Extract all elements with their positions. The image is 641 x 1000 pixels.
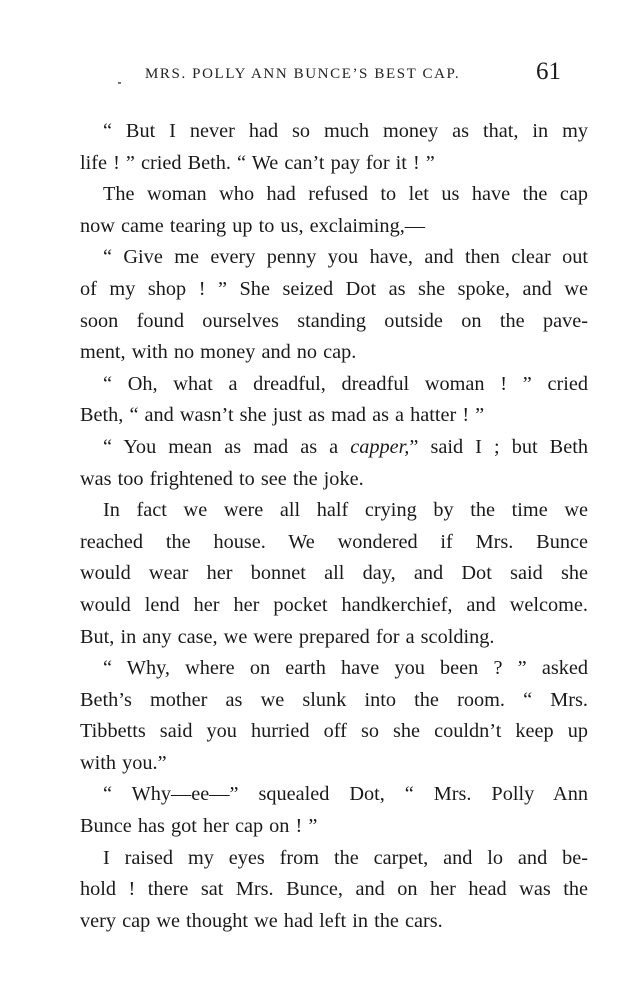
text-line: “ Oh, what a dreadful, dreadful woman ! ” cried	[103, 372, 588, 395]
text-segment: “ You mean as mad as a	[103, 435, 351, 458]
text-line: “ But I never had so much money as that, in my	[103, 120, 588, 142]
text-line: life ! ” cried Beth. “ We can’t pay for it ! ”	[80, 151, 435, 174]
text-line: Beth’s mother as we slunk into the room. “ Mrs.	[80, 688, 588, 711]
page-number: 61	[536, 58, 561, 85]
text-line: Tibbetts said you hurried off so she couldn’t keep up	[80, 720, 588, 743]
text-line: In fact we were all half crying by the time we	[103, 499, 588, 522]
ink-speck	[118, 82, 121, 84]
text-line: Bunce has got her cap on ! ”	[80, 815, 318, 838]
text-segment: ” said I ; but Beth	[409, 435, 588, 458]
text-line	[80, 432, 588, 464]
text-line: “ Give me every penny you have, and then clear out	[103, 246, 588, 269]
text-line: would lend her her pocket handkerchief, and welcome.	[80, 593, 588, 616]
text-line: with you.”	[80, 751, 167, 774]
body-text	[80, 116, 588, 937]
text-line: “ Why, where on earth have you been ? ” asked	[103, 657, 588, 680]
text-line: very cap we thought we had left in the cars.	[80, 909, 443, 932]
italic-word: capper,	[350, 435, 410, 458]
text-line: I raised my eyes from the carpet, and lo and be-	[103, 846, 588, 869]
text-line: “ Why—ee—” squealed Dot, “ Mrs. Polly Ann	[103, 783, 588, 806]
running-title: MRS. POLLY ANN BUNCE’S BEST CAP.	[145, 66, 461, 82]
text-line: Beth, “ and wasn’t she just as mad as a hatter ! ”	[80, 404, 485, 427]
text-line: But, in any case, we were prepared for a scolding.	[80, 625, 495, 648]
text-line: hold ! there sat Mrs. Bunce, and on her head was the	[80, 878, 588, 901]
text-line: The woman who had refused to let us have the cap	[103, 183, 588, 206]
text-line: now came tearing up to us, exclaiming,—	[80, 214, 426, 237]
text-line: was too frightened to see the joke.	[80, 467, 364, 490]
text-line: soon found ourselves standing outside on the pave-	[80, 309, 588, 332]
text-line: would wear her bonnet all day, and Dot said she	[80, 562, 588, 585]
text-line: reached the house. We wondered if Mrs. Bunce	[80, 530, 588, 553]
text-line: ment, with no money and no cap.	[80, 341, 357, 364]
text-line: of my shop ! ” She seized Dot as she spoke, and we	[80, 277, 588, 300]
